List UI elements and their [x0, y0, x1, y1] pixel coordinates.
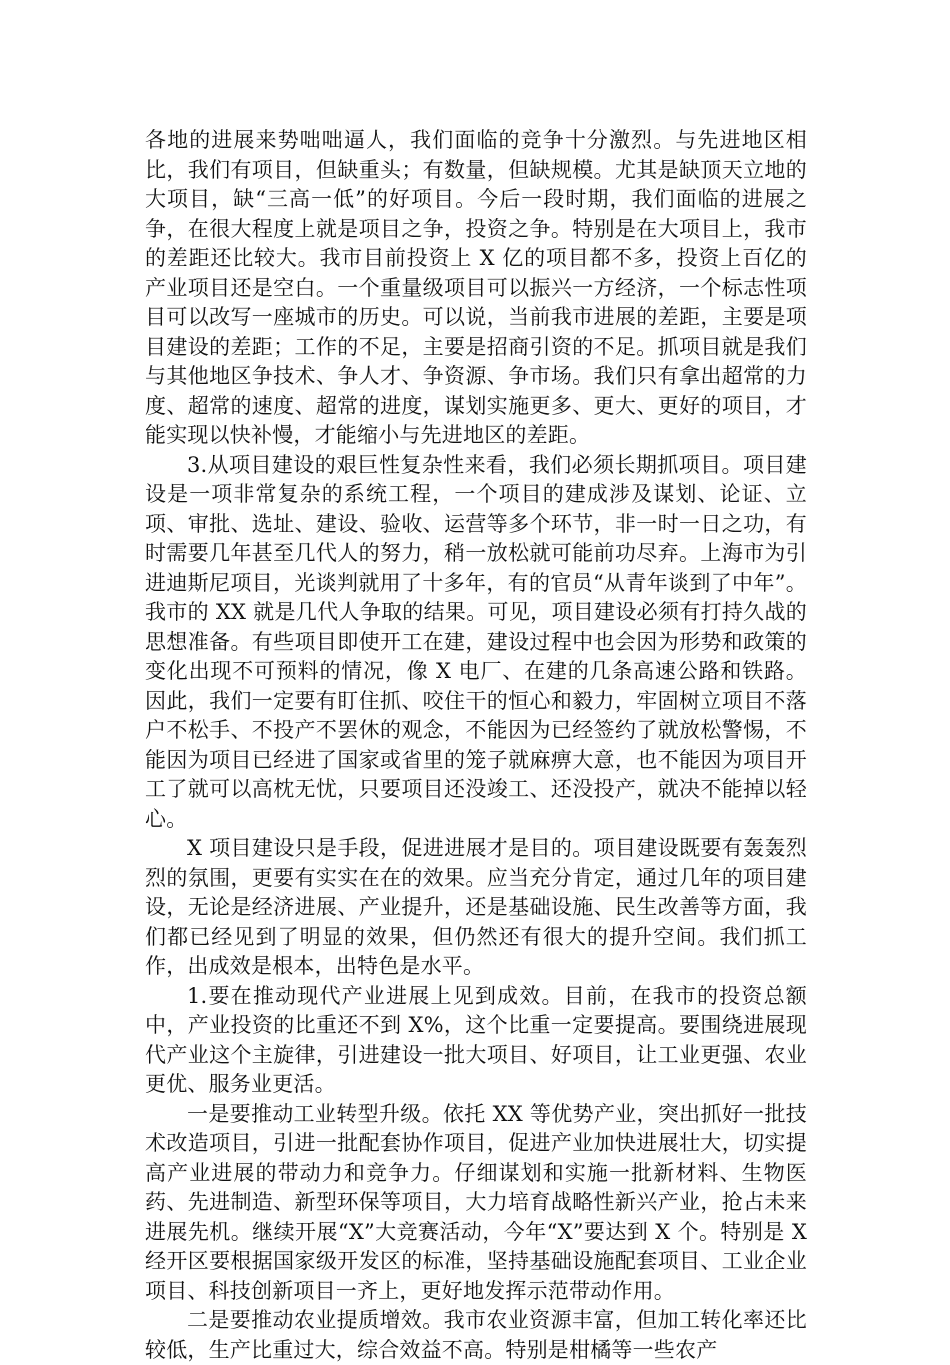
paragraph-3: X 项目建设只是手段，促进进展才是目的。项目建设既要有轰轰烈烈的氛围，更要有实实在在的效果。应当充分肯定，通过几年的项目建设，无论是经济进展、产业提升，还是基础设施、民生改善等方面，我们都已经见到了明显的效果，但仍然还有很大的提升空间。我们抓工作，出成效是根本，出特色是水平。	[145, 836, 807, 978]
paragraph-4: 1.要在推动现代产业进展上见到成效。目前，在我市的投资总额中，产业投资的比重还不到 X%，这个比重一定要提高。要围绕进展现代产业这个主旋律，引进建设一批大项目、好项目，让工业更强、农业更优、服务业更活。	[145, 983, 807, 1096]
paragraph-5: 一是要推动工业转型升级。依托 XX 等优势产业，突出抓好一批技术改造项目，引进一批配套协作项目，促进产业加快进展壮大，切实提高产业进展的带动力和竞争力。仔细谋划和实施一批新材料、生物医药、先进制造、新型环保等项目，大力培育战略性新兴产业，抢占未来进展先机。继续开展“X”大竞赛活动，今年“X”要达到 X 个。特别是 X 经开区要根据国家级开发区的标准，坚持基础设施配套项目、工业企业项目、科技创新项目一齐上，更好地发挥示范带动作用。	[145, 1101, 807, 1303]
paragraph-1: 各地的进展来势咄咄逼人，我们面临的竞争十分激烈。与先进地区相比，我们有项目，但缺重头；有数量，但缺规模。尤其是缺顶天立地的大项目，缺“三高一低”的好项目。今后一段时期，我们面临的进展之争，在很大程度上就是项目之争，投资之争。特别是在大项目上，我市的差距还比较大。我市目前投资上 X 亿的项目都不多，投资上百亿的产业项目还是空白。一个重量级项目可以振兴一方经济，一个标志性项目可以改写一座城市的历史。可以说，当前我市进展的差距，主要是项目建设的差距；工作的不足，主要是招商引资的不足。抓项目就是我们与其他地区争技术、争人才、争资源、争市场。我们只有拿出超常的力度、超常的速度、超常的进度，谋划实施更多、更大、更好的项目，才能实现以快补慢，才能缩小与先进地区的差距。	[145, 128, 807, 447]
document-page	[145, 126, 807, 1365]
paragraph-6: 二是要推动农业提质增效。我市农业资源丰富，但加工转化率还比较低，生产比重过大，综合效益不高。特别是柑橘等一些农产	[145, 1308, 807, 1362]
paragraph-2: 3.从项目建设的艰巨性复杂性来看，我们必须长期抓项目。项目建设是一项非常复杂的系统工程，一个项目的建成涉及谋划、论证、立项、审批、选址、建设、验收、运营等多个环节，非一时一日之功，有时需要几年甚至几代人的努力，稍一放松就可能前功尽弃。上海市为引进迪斯尼项目，光谈判就用了十多年，有的官员“从青年谈到了中年”。我市的 XX 就是几代人争取的结果。可见，项目建设必须有打持久战的思想准备。有些项目即使开工在建，建设过程中也会因为形势和政策的变化出现不可预料的情况，像 X 电厂、在建的几条高速公路和铁路。因此，我们一定要有盯住抓、咬住干的恒心和毅力，牢固树立项目不落户不松手、不投产不罢休的观念，不能因为已经签约了就放松警惕，不能因为项目已经进了国家或省里的笼子就麻痹大意，也不能因为项目开工了就可以高枕无忧，只要项目还没竣工、还没投产，就决不能掉以轻心。	[145, 452, 807, 831]
